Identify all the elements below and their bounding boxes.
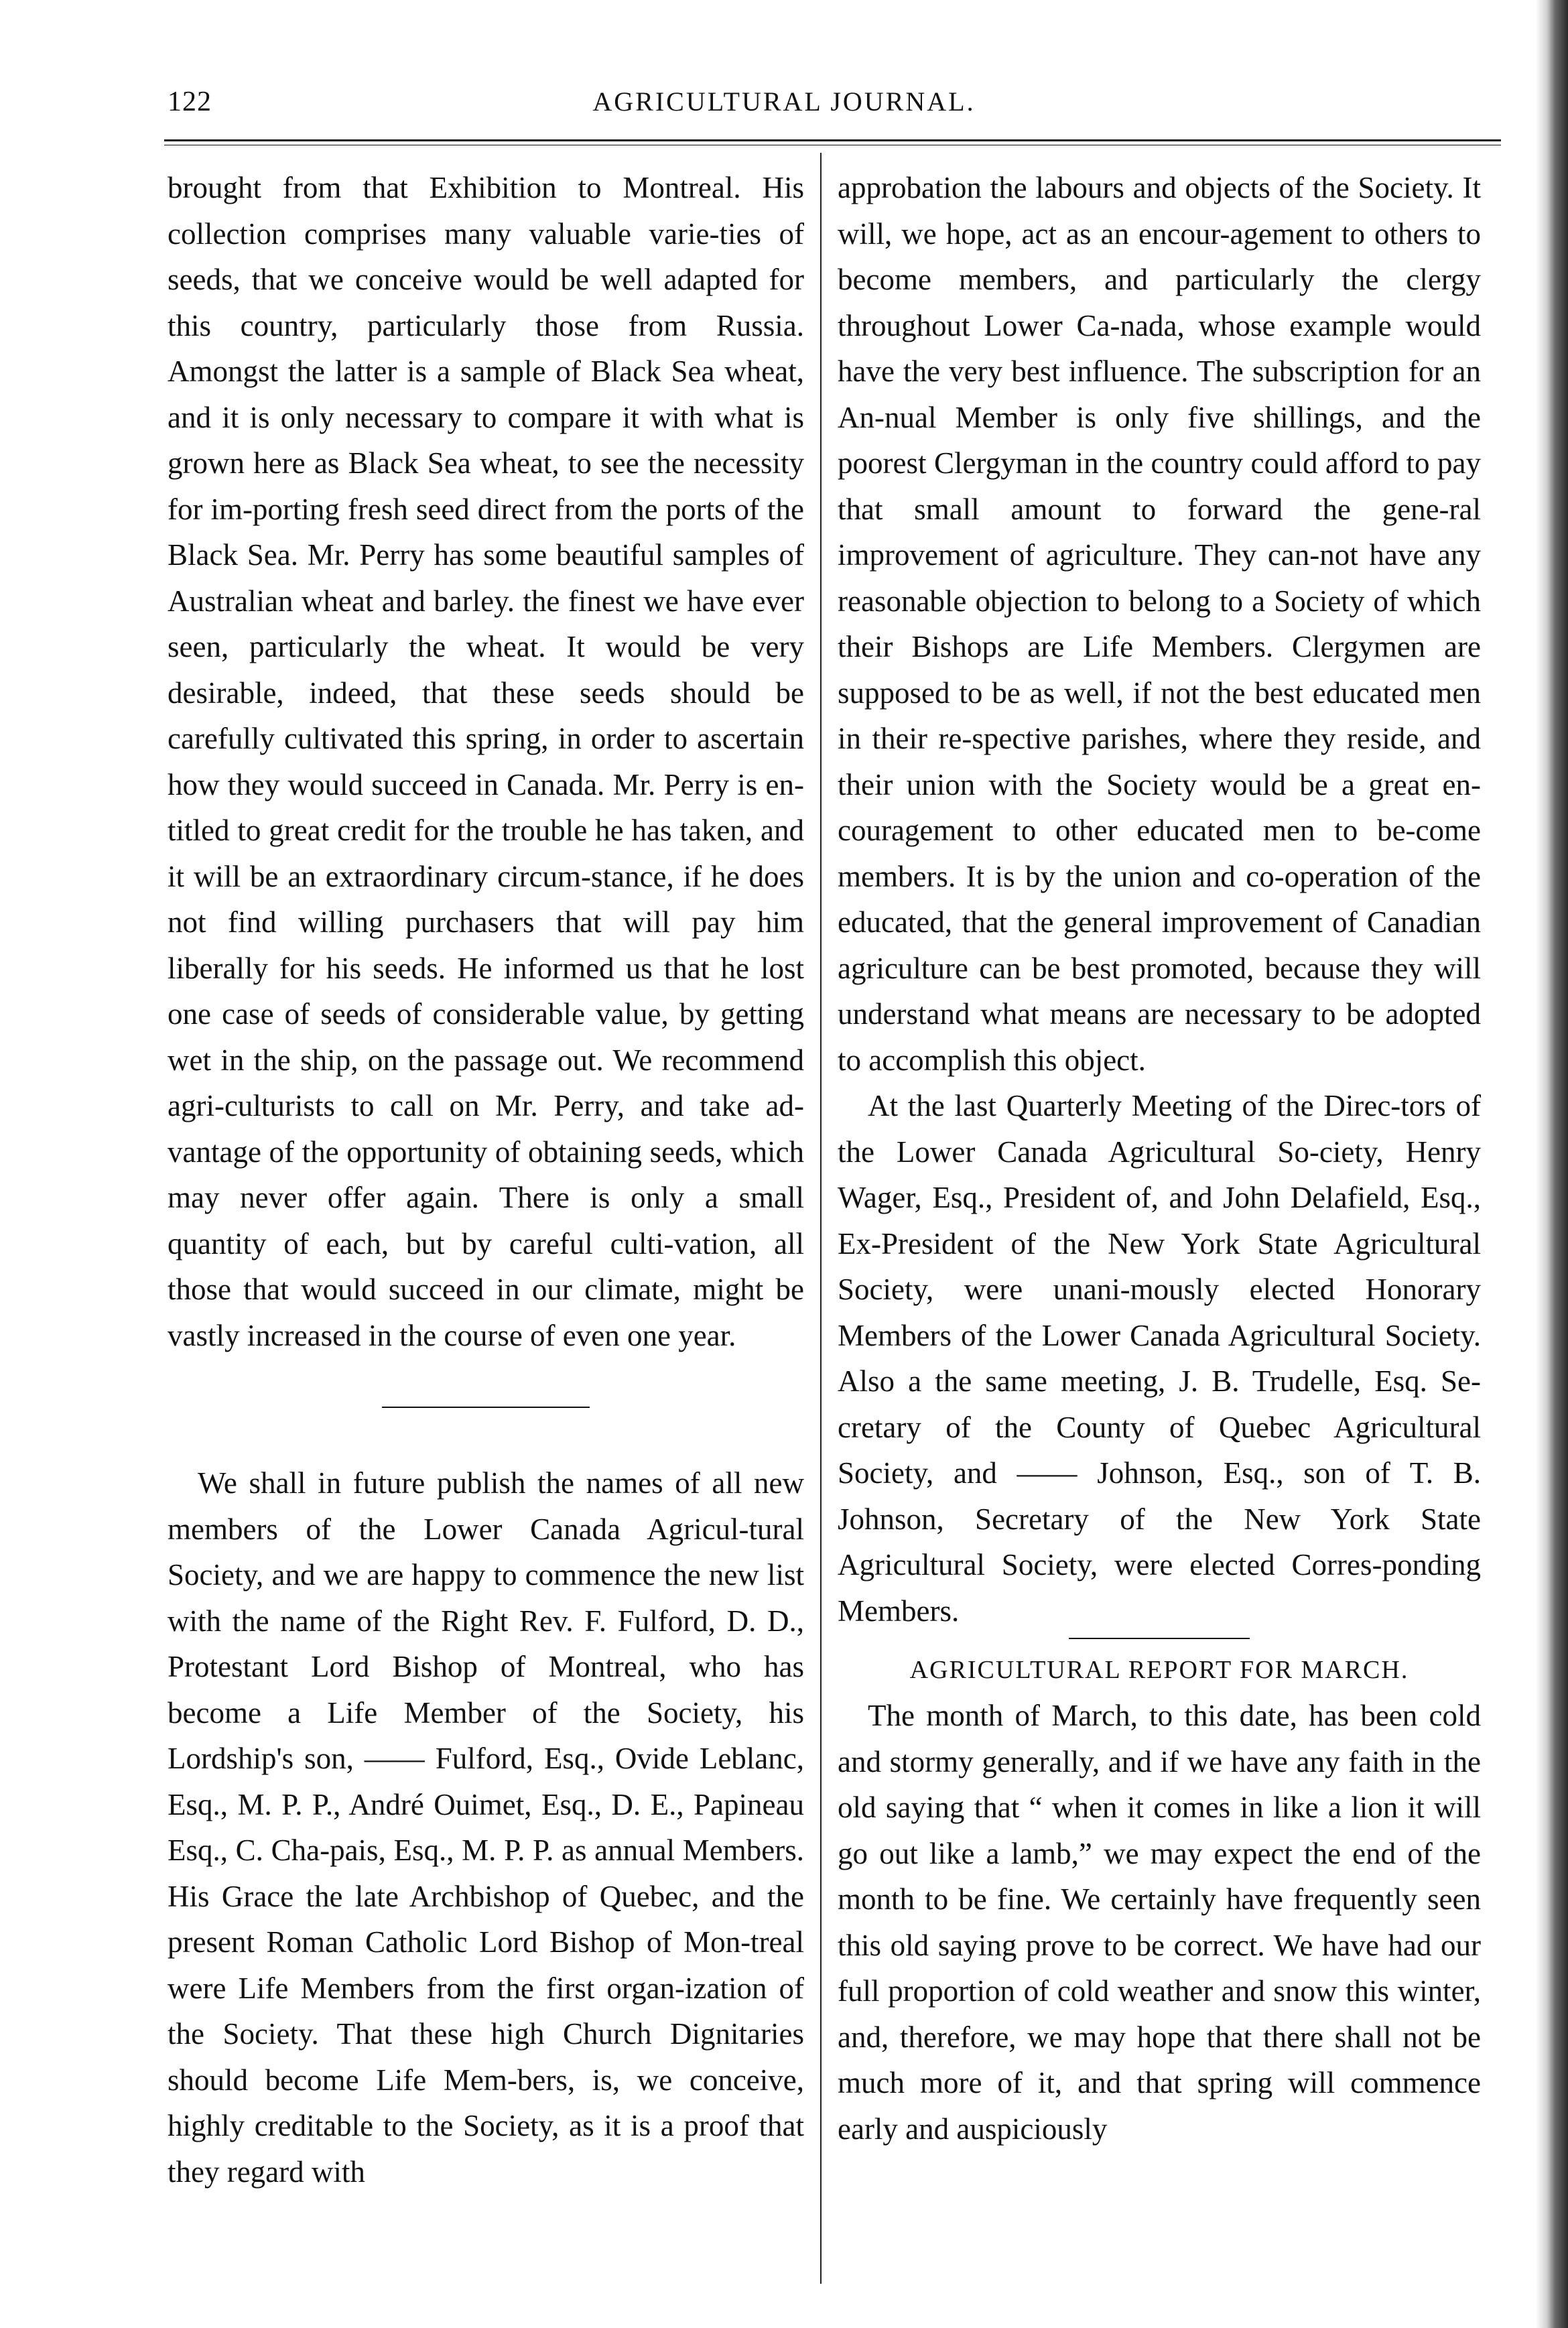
section-divider <box>1069 1638 1250 1639</box>
paragraph-new-members: We shall in future publish the names of all new members of the Lower Canada Agricul-tural Society, and we are happy to commence the new list with the name of the Right Rev. F. Fulford, D. D., Protestant Lord Bishop of Montreal, who has become a Life Member of the Society, his Lordship's son, —— Fulford, Esq., Ovide Leblanc, Esq., M. P. P., André Ouimet, Esq., D. E., Papineau Esq., C. Cha-pais, Esq., M. P. P. as annual Members. His Grace the late Archbishop of Quebec, and the present Roman Catholic Lord Bishop of Mon-treal were Life Members from the first organ-ization of the Society. That these high Church Dignitaries should become Life Mem-bers, is, we conceive, highly creditable to the Society, as it is a proof that they regard with <box>168 1466 804 2189</box>
section-heading-march-report: AGRICULTURAL REPORT FOR MARCH. <box>909 1656 1409 1684</box>
header-rule <box>164 139 1501 141</box>
paragraph-society-approbation: approbation the labours and objects of the Society. It will, we hope, act as an encour-agement to others to become members, and particularly the clergy throughout Lower Ca-nada, whose example would have the very best influence. The subscription for an An-nual Member is only five shillings, and the poorest Clergyman in the country could afford to pay that small amount to forward the gene-ral improvement of agriculture. They can-not have any reasonable objection to belong to a Society of which their Bishops are Life Members. Clergymen are supposed to be as well, if not the best educated men in their re-spective parishes, where they reside, and their union with the Society would be a great en-couragement to other educated men to be-come members. It is by the union and co-operation of the educated, that the general improvement of Canadian agriculture can be best promoted, because they will understand what means are necessary to be adopted to accomplish this object. <box>838 171 1481 1077</box>
page-edge-shadow <box>1536 0 1568 2328</box>
paragraph-march-report: The month of March, to this date, has been cold and stormy generally, and if we have any faith in the old saying that “ when it comes in like a lion it will go out like a lamb,” we may expect the end of the month to be fine. We certainly have frequently seen this old saying prove to be correct. We have had our full proportion of cold weather and snow this winter, and, therefore, we may hope that there shall not be much more of it, and that spring will commence early and auspiciously <box>838 1699 1481 2146</box>
section-divider <box>382 1407 590 1408</box>
paragraph-exhibition-seeds: brought from that Exhibition to Montreal. His collection comprises many valuable varie-ties of seeds, that we conceive would be well adapted for this country, particularly those from Russia. Amongst the latter is a sample of Black Sea wheat, and it is only necessary to compare it with what is grown here as Black Sea wheat, to see the necessity for im-porting fresh seed direct from the ports of the Black Sea. Mr. Perry has some beautiful samples of Australian wheat and barley. the finest we have ever seen, particularly the wheat. It would be very desirable, indeed, that these seeds should be carefully cultivated this spring, in order to ascertain how they would succeed in Canada. Mr. Perry is en-titled to great credit for the trouble he has taken, and it will be an extraordinary circum-stance, if he does not find willing purchasers that will pay him liberally for his seeds. He informed us that he lost one case of seeds of considerable value, by getting wet in the ship, on the passage out. We recommend agri-culturists to call on Mr. Perry, and take ad-vantage of the opportunity of obtaining seeds, which may never offer again. There is only a small quantity of each, but by careful culti-vation, all those that would succeed in our climate, might be vastly increased in the course of even one year. <box>168 171 804 1352</box>
page-number: 122 <box>168 86 212 117</box>
left-column <box>168 165 804 2195</box>
running-title: AGRICULTURAL JOURNAL. <box>592 86 976 117</box>
right-column <box>838 165 1481 2152</box>
paragraph-quarterly-meeting: At the last Quarterly Meeting of the Direc-tors of the Lower Canada Agricultural So-ciety, Henry Wager, Esq., President of, and John Delafield, Esq., Ex-President of the New York State Agricultural Society, were unani-mously elected Honorary Members of the Lower Canada Agricultural Society. Also a the same meeting, J. B. Trudelle, Esq. Se-cretary of the County of Quebec Agricultural Society, and —— Johnson, Esq., son of T. B. Johnson, Secretary of the New York State Agricultural Society, were elected Corres-ponding Members. <box>838 1089 1481 1628</box>
column-divider <box>820 153 822 2284</box>
